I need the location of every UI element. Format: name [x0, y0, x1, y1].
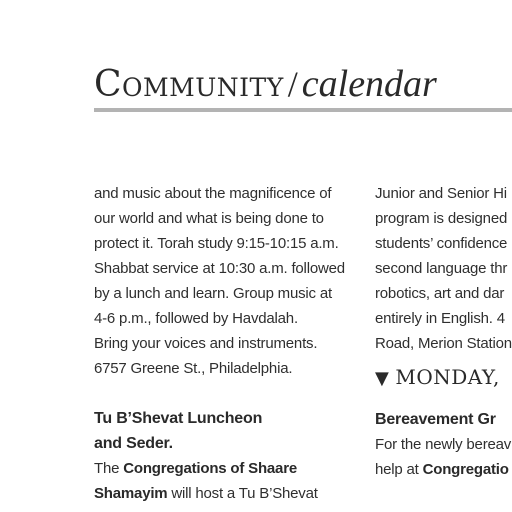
event-body-line	[94, 456, 362, 481]
event-body-line	[94, 481, 362, 506]
body-line: entirely in English. 4	[375, 310, 505, 327]
event-body-text: help at	[375, 461, 423, 478]
body-line: Road, Merion Station	[375, 335, 512, 352]
event-title-continued: and Seder.	[94, 435, 173, 452]
congregation-name: Congregatio	[422, 461, 509, 478]
event-title: Tu B’Shevat Luncheon	[94, 410, 263, 427]
section-header	[94, 62, 512, 112]
down-triangle-icon: ▼	[375, 368, 390, 389]
body-line: by a lunch and learn. Group music at	[94, 285, 332, 302]
event-body-line: For the newly bereav	[375, 436, 512, 453]
body-line: protect it. Torah study 9:15-10:15 a.m.	[94, 235, 339, 252]
day-header	[375, 360, 512, 395]
congregation-name-continued: Shamayim	[94, 485, 168, 502]
body-line: 6757 Greene St., Philadelphia.	[94, 360, 293, 377]
body-line: our world and what is being done to	[94, 210, 324, 227]
left-column	[94, 181, 362, 506]
congregation-name: Congregations of Shaare	[123, 460, 297, 477]
body-line: Bring your voices and instruments.	[94, 335, 318, 352]
event-body-text: The	[94, 460, 124, 477]
body-line: and music about the magnificence of	[94, 185, 332, 202]
body-line: Shabbat service at 10:30 a.m. followed	[94, 260, 345, 277]
section-title: Community	[94, 64, 284, 105]
event-body-text: will host a Tu B’Shevat	[167, 485, 318, 502]
paragraph-spacer	[375, 395, 512, 407]
day-header-label: MONDAY,	[395, 365, 500, 389]
header-divider	[94, 108, 512, 112]
body-line: program is designed	[375, 210, 508, 227]
body-line: students’ confidence	[375, 235, 508, 252]
section-title-slash: /	[287, 64, 298, 104]
event-body-line	[375, 457, 512, 482]
event-title: Bereavement Gr	[375, 411, 496, 428]
body-line: 4-6 p.m., followed by Havdalah.	[94, 310, 298, 327]
section-subtitle: calendar	[301, 63, 437, 105]
body-line: robotics, art and dar	[375, 285, 505, 302]
paragraph-spacer	[94, 381, 362, 406]
right-column	[375, 181, 512, 482]
body-line: second language thr	[375, 260, 508, 277]
body-line: Junior and Senior Hi	[375, 185, 507, 202]
